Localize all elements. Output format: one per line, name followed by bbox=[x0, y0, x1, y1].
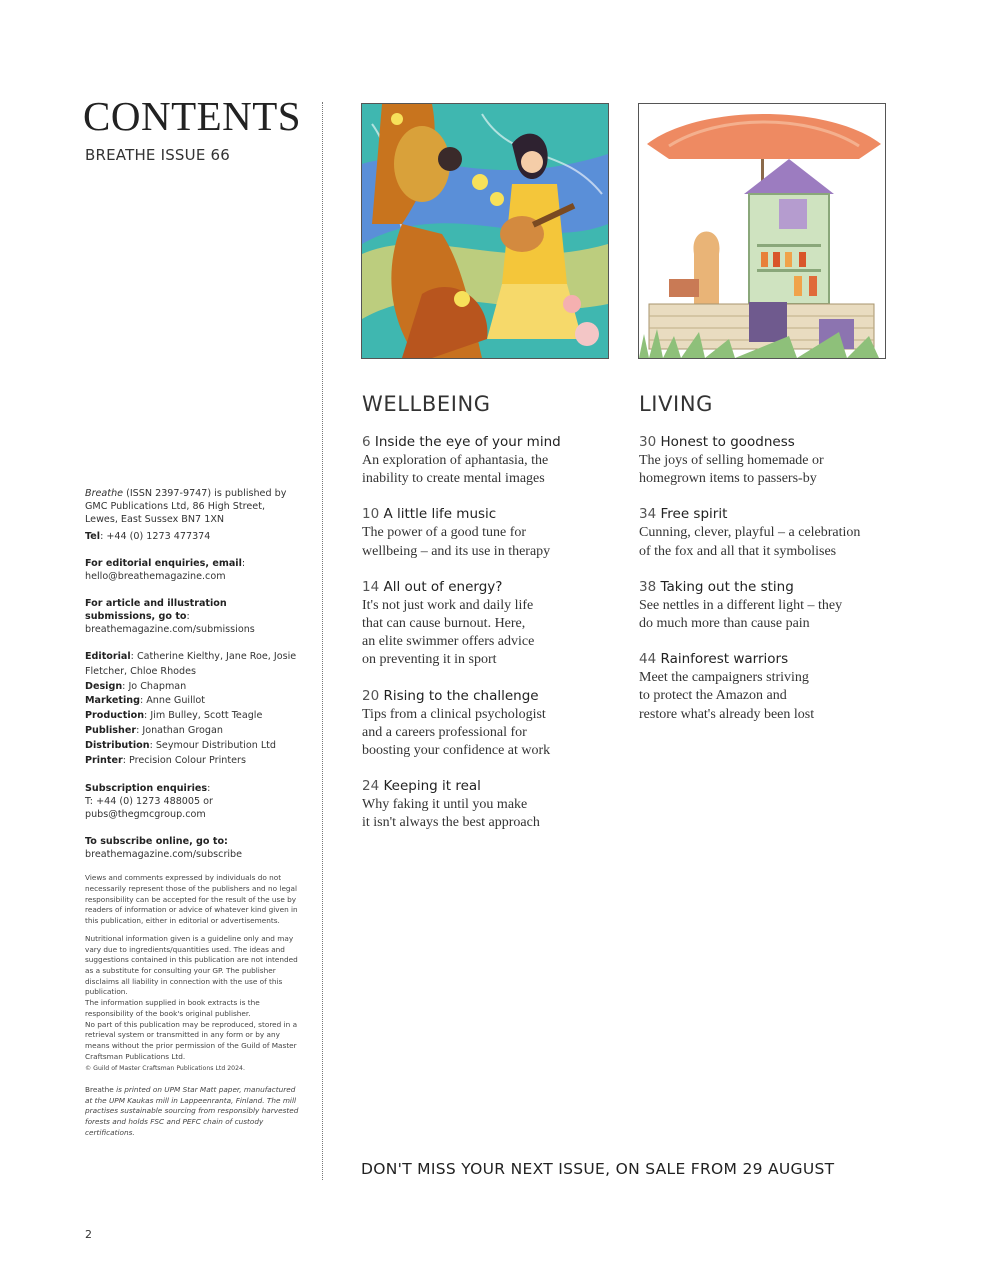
imprint-panel bbox=[85, 487, 300, 1146]
article-description-line: Why faking it until you make bbox=[362, 797, 528, 813]
article-description-line: restore what's already been lost bbox=[639, 706, 815, 722]
credit-names: : Jim Bulley, Scott Teagle bbox=[144, 710, 263, 722]
publisher-address: (ISSN 2397-9747) is published by GMC Publications Ltd, 86 High Street, Lewes, East Sussex BN7 1XN bbox=[85, 488, 287, 525]
article-title: Rising to the challenge bbox=[383, 687, 539, 704]
article-description-line: that can cause burnout. Here, bbox=[362, 616, 526, 632]
submissions-link[interactable]: breathemagazine.com/submissions bbox=[85, 624, 255, 635]
article-description-line: and a careers professional for bbox=[362, 724, 527, 740]
article-description-line: of the fox and all that it symbolises bbox=[639, 543, 837, 559]
subscription-phone: T: +44 (0) 1273 488005 or bbox=[85, 796, 213, 808]
paper-info: is printed on UPM Star Matt paper, manufactured at the UPM Kaukas mill in Lappeenranta, Finland. The mill practises sustainable sourcing from responsibly harvested forests and holds FSC and PEFC chain of custody certifications. bbox=[85, 1085, 299, 1137]
article-description-line: an elite swimmer offers advice bbox=[362, 634, 535, 650]
credit-line bbox=[85, 680, 300, 695]
copyright-notice: © Guild of Master Craftsman Publications Ltd 2024. bbox=[85, 1065, 245, 1073]
contents-item[interactable] bbox=[362, 578, 602, 670]
credit-names: : Jonathan Grogan bbox=[136, 724, 223, 736]
article-title: All out of energy? bbox=[383, 578, 503, 595]
tel-value: : +44 (0) 1273 477374 bbox=[100, 531, 211, 542]
contents-item[interactable] bbox=[362, 433, 602, 488]
credit-names: : Precision Colour Printers bbox=[122, 754, 246, 766]
article-heading bbox=[362, 578, 602, 597]
article-heading bbox=[362, 687, 602, 706]
page-ref: 30 bbox=[639, 434, 657, 450]
contents-item[interactable] bbox=[639, 650, 879, 724]
disclaimer: Views and comments expressed by individuals do not necessarily represent those of the publishers and no legal responsibility can be accepted for the result of the use by readers of information or advice of whatever kind given in this publication, either in editorial or advertisements. bbox=[85, 873, 298, 926]
extracts-notice: The information supplied in book extracts is the responsibility of the book's original publisher. bbox=[85, 998, 260, 1018]
credit-line bbox=[85, 739, 300, 754]
contents-item[interactable] bbox=[639, 505, 879, 560]
article-heading bbox=[639, 433, 879, 452]
credit-role: Marketing bbox=[85, 695, 140, 707]
article-title: Rainforest warriors bbox=[660, 651, 789, 668]
page-ref: 10 bbox=[362, 506, 380, 523]
article-description-line: boosting your confidence at work bbox=[362, 743, 551, 759]
editorial-enquiries bbox=[85, 557, 300, 583]
publication-name: Breathe bbox=[85, 488, 124, 499]
article-description-line: See nettles in a different light – they bbox=[639, 597, 843, 613]
article-description-line: inability to create mental images bbox=[362, 471, 545, 487]
credit-line bbox=[85, 754, 300, 769]
article-heading bbox=[362, 433, 602, 452]
credit-line bbox=[85, 709, 300, 724]
article-heading bbox=[362, 777, 602, 796]
editorial-label: For editorial enquiries, email bbox=[85, 558, 242, 569]
next-issue-banner: DON'T MISS YOUR NEXT ISSUE, ON SALE FROM 29 AUGUST bbox=[361, 1160, 835, 1178]
article-title: Keeping it real bbox=[383, 778, 481, 795]
article-description-line: homegrown items to passers-by bbox=[639, 471, 817, 487]
issue-label: BREATHE ISSUE 66 bbox=[85, 146, 230, 164]
page-ref: 6 bbox=[362, 434, 371, 450]
tel-label: Tel bbox=[85, 531, 101, 542]
paper-publication-name: Breathe bbox=[85, 1085, 114, 1095]
contents-item[interactable] bbox=[639, 578, 879, 633]
page-ref: 24 bbox=[362, 778, 380, 795]
section-heading-wellbeing: WELLBEING bbox=[362, 392, 491, 416]
article-title: Inside the eye of your mind bbox=[374, 434, 561, 450]
article-description-line: do much more than cause pain bbox=[639, 616, 810, 632]
article-title: Free spirit bbox=[660, 506, 728, 523]
credit-role: Production bbox=[85, 710, 145, 722]
credit-role: Printer bbox=[85, 754, 123, 766]
editorial-email-link[interactable]: hello@breathemagazine.com bbox=[85, 571, 226, 582]
credit-role: Design bbox=[85, 680, 123, 692]
subscription-label: Subscription enquiries bbox=[85, 783, 208, 795]
article-title: Taking out the sting bbox=[660, 578, 794, 595]
editorial-colon: : bbox=[241, 558, 246, 569]
credit-role: Distribution bbox=[85, 739, 150, 751]
credit-names: : Catherine Kielthy, Jane Roe, Josie Fletcher, Chloe Rhodes bbox=[85, 651, 297, 677]
article-description-line: An exploration of aphantasia, the bbox=[362, 453, 549, 468]
wellbeing-illustration bbox=[361, 103, 609, 359]
contents-item[interactable] bbox=[362, 777, 602, 832]
page-ref: 34 bbox=[639, 506, 657, 523]
subscription-email-link[interactable]: pubs@thegmcgroup.com bbox=[85, 809, 206, 821]
telephone bbox=[85, 530, 300, 543]
article-description-line: The joys of selling homemade or bbox=[639, 453, 824, 468]
credit-role: Publisher bbox=[85, 724, 137, 736]
staff-credits bbox=[85, 650, 300, 768]
wellbeing-section bbox=[362, 392, 602, 850]
reproduction-notice: No part of this publication may be reproduced, stored in a retrieval system or transmitted in any form or by any means without the prior permission of the Guild of Master Craftsman Publications Ltd. bbox=[85, 1019, 298, 1061]
submissions-label: For article and illustration submissions, go to bbox=[85, 598, 227, 622]
page-title: CONTENTS bbox=[83, 93, 302, 139]
credit-line bbox=[85, 650, 300, 680]
article-description-line: The power of a good tune for bbox=[362, 525, 527, 541]
article-heading bbox=[639, 650, 879, 669]
subscribe-online-label: To subscribe online, go to: bbox=[85, 836, 228, 848]
submissions-colon: : bbox=[186, 611, 190, 622]
article-description-line: it isn't always the best approach bbox=[362, 815, 540, 831]
article-heading bbox=[639, 505, 879, 524]
living-illustration bbox=[638, 103, 886, 359]
article-title: Honest to goodness bbox=[660, 434, 795, 450]
page-ref: 44 bbox=[639, 651, 657, 668]
article-title: A little life music bbox=[383, 506, 497, 523]
article-description-line: Tips from a clinical psychologist bbox=[362, 706, 546, 722]
credit-names: : Anne Guillot bbox=[139, 695, 206, 707]
wellbeing-list bbox=[362, 433, 602, 833]
page-ref: 20 bbox=[362, 687, 380, 704]
publisher-info bbox=[85, 487, 300, 526]
credit-line bbox=[85, 694, 300, 709]
article-heading bbox=[639, 578, 879, 597]
living-section bbox=[639, 392, 879, 741]
subscription-colon: : bbox=[207, 783, 211, 795]
article-description-line: wellbeing – and its use in therapy bbox=[362, 543, 551, 559]
credit-names: : Seymour Distribution Ltd bbox=[149, 739, 277, 751]
paper-notice bbox=[85, 1085, 300, 1139]
page-ref: 38 bbox=[639, 578, 657, 595]
living-list bbox=[639, 433, 879, 724]
column-divider bbox=[322, 102, 323, 1180]
contents-item[interactable] bbox=[362, 505, 602, 560]
article-description-line: to protect the Amazon and bbox=[639, 688, 787, 704]
contents-item[interactable] bbox=[639, 433, 879, 488]
article-description-line: Meet the campaigners striving bbox=[639, 670, 809, 686]
article-description-line: Cunning, clever, playful – a celebration bbox=[639, 525, 861, 541]
nutrition-notice: Nutritional information given is a guideline only and may vary due to ingredients/quantities used. The ideas and suggestions contained in this publication are not intended as a substitute for consulting your GP. The publisher disclaims all liability in connection with the use of this publication. bbox=[85, 933, 298, 997]
article-description-line: It's not just work and daily life bbox=[362, 597, 534, 613]
submissions-info bbox=[85, 597, 300, 636]
credit-names: : Jo Chapman bbox=[122, 680, 187, 692]
subscription-enquiries bbox=[85, 782, 300, 821]
subscribe-online-link[interactable]: breathemagazine.com/subscribe bbox=[85, 849, 243, 861]
credit-line bbox=[85, 724, 300, 739]
contents-item[interactable] bbox=[362, 687, 602, 761]
page-ref: 14 bbox=[362, 578, 380, 595]
legal-notices bbox=[85, 934, 300, 1075]
article-heading bbox=[362, 505, 602, 524]
page-number: 2 bbox=[85, 1228, 92, 1241]
credit-role: Editorial bbox=[85, 651, 131, 662]
section-heading-living: LIVING bbox=[639, 392, 714, 416]
subscribe-online bbox=[85, 835, 300, 861]
article-description-line: on preventing it in sport bbox=[362, 652, 497, 668]
